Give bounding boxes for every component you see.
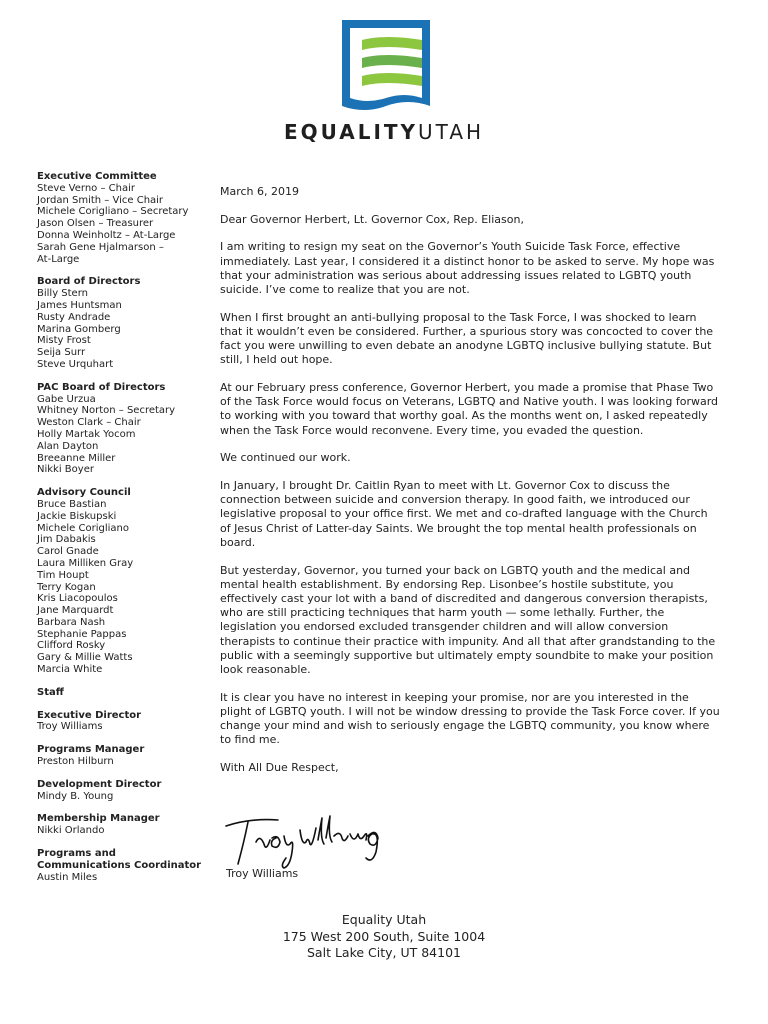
wordmark-strong: EQUALITY xyxy=(283,120,419,144)
staff-role: Membership Manager xyxy=(37,813,160,825)
letter-paragraph: But yesterday, Governor, you turned your back on LGBTQ youth and the medical and mental health establishment. By endorsing Rep. Lisonbee’s hostile substitute, you effectively cast your lot with a band of discredited and dangerous conversion therapists, who are still practicing techniques that harm youth — some lethally. Further, the legislation you endorsed excluded transgender children and will allow conversion therapists to continue their practice with impunity. And all that after grandstanding to the public with a seemingly supportive but ultimately empty soundbite to make your position look reasonable. xyxy=(220,563,716,676)
member-name: Laura Milliken Gray xyxy=(37,557,134,569)
member-name: Steve Verno – Chair xyxy=(37,182,135,194)
member-name: Carol Gnade xyxy=(37,546,99,558)
signer-name: Troy Williams xyxy=(226,867,299,880)
letter-closing: With All Due Respect, xyxy=(220,761,339,774)
member-name: Gary & Millie Watts xyxy=(37,652,133,664)
member-name: Billy Stern xyxy=(37,288,88,300)
staff-entry xyxy=(37,779,205,803)
member-name: Holly Martak Yocom xyxy=(37,428,136,440)
staff-role: Programs Manager xyxy=(37,744,145,756)
letter-paragraph: We continued our work. xyxy=(220,451,351,465)
member-name: Alan Dayton xyxy=(37,440,99,452)
member-name: Michele Corigliano xyxy=(37,522,129,534)
member-name: Tim Houpt xyxy=(37,569,89,581)
org-wordmark xyxy=(0,120,768,144)
footer-street: 175 West 200 South, Suite 1004 xyxy=(282,928,486,944)
staff-role: Development Director xyxy=(37,778,162,790)
member-name: Breeanne Miller xyxy=(37,452,116,464)
letter-paragraph: When I first brought an anti-bullying proposal to the Task Force, I was shocked to learn that it wouldn’t even be considered. Further, a spurious story was concocted to cover the fact you were unwilling to even debate an anodyne LGBTQ inclusive bullying statute. But still, I held out hope. xyxy=(220,310,714,367)
section-heading: Executive Committee xyxy=(37,171,157,182)
member-name: Seija Surr xyxy=(37,347,86,359)
letter-paragraph: It is clear you have no interest in keeping your promise, nor are you interested in the plight of LGBTQ youth. I will not be window dressing to provide the Task Force cover. If you change your mind and wish to seriously engage the LGBTQ community, you know where to find me. xyxy=(220,690,720,747)
pac-board-section xyxy=(37,382,205,476)
staff-name: Troy Williams xyxy=(37,721,103,733)
staff-role: Executive Director xyxy=(37,709,142,721)
footer-org-name: Equality Utah xyxy=(341,912,427,927)
wordmark-light: UTAH xyxy=(418,120,485,144)
staff-name: Austin Miles xyxy=(37,871,98,883)
member-name: Barbara Nash xyxy=(37,616,106,628)
section-heading: Advisory Council xyxy=(37,487,131,499)
letter-paragraph: I am writing to resign my seat on the Governor’s Youth Suicide Task Force, effective immediately. Last year, I considered it a distinct honor to be asked to serve. My hope was that your administration was serious about addressing issues related to LGBTQ youth suicide. I’ve come to realize that you are not. xyxy=(220,240,715,297)
staff-role: Programs and Communications Coordinator xyxy=(37,848,202,871)
equality-utah-logo xyxy=(338,14,434,110)
member-name: Marina Gomberg xyxy=(37,323,121,335)
member-name: Kris Liacopoulos xyxy=(37,593,118,605)
member-name: Jane Marquardt xyxy=(37,605,114,617)
advisory-council-section xyxy=(37,487,205,676)
member-name: Misty Frost xyxy=(37,335,91,347)
member-name: Michele Corigliano – Secretary xyxy=(37,206,189,218)
member-name: Rusty Andrade xyxy=(37,311,111,323)
member-name: Weston Clark – Chair xyxy=(37,417,141,429)
member-name: Donna Weinholtz – At-Large xyxy=(37,229,176,241)
member-name: Whitney Norton – Secretary xyxy=(37,405,176,417)
letter-salutation: Dear Governor Herbert, Lt. Governor Cox, Rep. Eliason, xyxy=(220,212,524,226)
staff-name: Mindy B. Young xyxy=(37,790,114,802)
member-name: James Huntsman xyxy=(37,299,122,311)
member-name: Bruce Bastian xyxy=(37,498,107,510)
member-name: Stephanie Pappas xyxy=(37,628,127,640)
staff-heading-section xyxy=(37,687,205,699)
member-name: Marcia White xyxy=(37,664,103,676)
member-name: Steve Urquhart xyxy=(37,358,114,370)
member-name: Terry Kogan xyxy=(37,581,96,593)
executive-committee-section xyxy=(37,171,205,265)
member-name: At-Large xyxy=(37,253,80,265)
staff-name: Nikki Orlando xyxy=(37,825,105,837)
staff-name: Preston Hilburn xyxy=(37,756,114,768)
staff-entry xyxy=(37,813,205,837)
member-name: Sarah Gene Hjalmarson – xyxy=(37,241,164,253)
letter-body xyxy=(220,185,720,789)
board-of-directors-section xyxy=(37,276,205,370)
section-heading: Board of Directors xyxy=(37,276,141,288)
member-name: Jackie Biskupski xyxy=(37,510,117,522)
member-name: Clifford Rosky xyxy=(37,640,106,652)
member-name: Gabe Urzua xyxy=(37,393,96,405)
section-heading: PAC Board of Directors xyxy=(37,381,166,393)
sidebar xyxy=(37,171,205,894)
handwritten-signature xyxy=(220,808,385,872)
letter-date: March 6, 2019 xyxy=(220,185,300,198)
footer-city: Salt Lake City, UT 84101 xyxy=(307,945,461,960)
letter-paragraph: In January, I brought Dr. Caitlin Ryan to meet with Lt. Governor Cox to discuss the connection between suicide and conversion therapy. In good faith, we introduced our legislative proposal to your office first. We met and co-drafted language with the Church of Jesus Christ of Latter-day Saints. We brought the top mental health professionals on board. xyxy=(220,479,708,549)
member-name: Jason Olsen – Treasurer xyxy=(37,218,154,230)
staff-entry xyxy=(37,744,205,768)
footer-address xyxy=(0,912,768,962)
staff-entry xyxy=(37,710,205,734)
section-heading: Staff xyxy=(37,686,64,698)
staff-entry xyxy=(37,848,205,883)
member-name: Jim Dabakis xyxy=(37,534,96,546)
letter-paragraph: At our February press conference, Governor Herbert, you made a promise that Phase Two of the Task Force would focus on Veterans, LGBTQ and Native youth. I was looking forward to working with you toward that worthy goal. As the months went on, I asked repeatedly when the Task Force would reconvene. Every time, you evaded the question. xyxy=(220,381,719,437)
member-name: Jordan Smith – Vice Chair xyxy=(37,194,164,206)
member-name: Nikki Boyer xyxy=(37,464,94,476)
